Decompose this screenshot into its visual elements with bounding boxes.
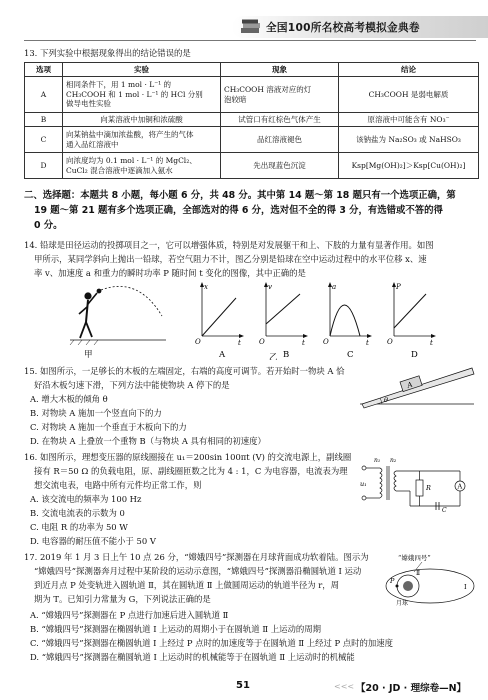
cell-line: 泡较暗 xyxy=(224,94,247,104)
orbit-2-label: Ⅱ xyxy=(416,570,421,577)
table-row xyxy=(25,153,479,179)
n1-label: n₁ xyxy=(374,457,381,464)
fig-jia-label: 甲 xyxy=(84,350,93,360)
conclusion-cell: 该钠盐为 Na₂SO₃ 或 NaHSO₃ xyxy=(339,127,479,153)
graph-a-label: A xyxy=(219,350,226,360)
block-label: A xyxy=(406,380,414,390)
graph-c-yaxis: a xyxy=(332,283,337,291)
q17-line: 17. 2019 年 1 月 3 日上午 10 点 26 分，“嫦娥四号”探测器在月球背面成功软着陆。图示为 xyxy=(24,552,369,562)
q15-option-c: C. 对物块 A 施加一个垂直于木板向下的力 xyxy=(30,422,187,432)
cell-line: 通入品红溶液中 xyxy=(66,139,119,149)
q14-figures xyxy=(66,280,466,360)
transformer-circuit xyxy=(360,456,478,512)
option-cell: D xyxy=(25,153,63,179)
table-header: 现象 xyxy=(221,63,339,77)
u1-label: u₁ xyxy=(360,480,367,488)
table-row xyxy=(25,113,479,127)
graph-b xyxy=(259,282,308,360)
paper-code: 【20 · JD · 理综卷—N】 xyxy=(356,683,467,694)
cell-line: CuCl₂ 混合溶液中逐滴加入氨水 xyxy=(66,165,173,175)
section-heading-line: 二、选择题：本题共 8 小题，每小题 6 分，共 48 分。其中第 14 题～第 18 题只有一个选项正确，第 xyxy=(24,190,456,201)
graph-c-label: C xyxy=(347,350,354,360)
graph-b-label: B xyxy=(283,350,290,360)
table-row xyxy=(25,77,479,113)
table-header: 选项 xyxy=(25,63,63,77)
header-title: 全国100所名校高考模拟金典卷 xyxy=(266,22,420,34)
section-heading-line: 0 分。 xyxy=(34,220,63,231)
q14-line: 甲所示，某同学斜向上抛出一铅球，若空气阻力不计，图乙分别是铅球在空中运动过程中的水平位移 x、速 xyxy=(34,254,427,264)
footer-arrows: <<< xyxy=(334,682,355,691)
orbit-1-label: Ⅰ xyxy=(464,583,467,591)
page-number: 51 xyxy=(236,680,250,691)
cell-line: 做导电性实验 xyxy=(66,99,111,109)
q16-line: 想交流电表，电路中所有元件均正常工作，则 xyxy=(34,480,202,490)
graph-d-label: D xyxy=(411,350,418,360)
orbit-figure xyxy=(380,552,476,608)
q14-line: 14. 铅球是田径运动的投掷项目之一，它可以增强体质，特别是对发展躯干和上、下肢的力量有显著作用。如图 xyxy=(24,240,434,250)
graph-a xyxy=(195,282,244,360)
q16-line: 接有 R＝50 Ω 的负载电阻，原、副线圈匝数之比为 4 : 1，C 为电容器，电流表为理 xyxy=(34,466,348,476)
q17-line: “嫦娥四号”探测器奔月过程中某阶段的运动示意图，“嫦娥四号”探测器沿椭圆轨道 Ⅰ 运动 xyxy=(34,566,362,576)
graph-c-origin: O xyxy=(323,338,329,346)
graph-d xyxy=(387,282,436,360)
moon-label: 月球 xyxy=(396,600,409,607)
table-header-row xyxy=(25,63,479,77)
graph-b-origin: O xyxy=(259,338,265,346)
incline-figure xyxy=(356,360,480,410)
graph-a-yaxis: x xyxy=(204,283,208,291)
option-cell: A xyxy=(25,77,63,113)
phenomenon-cell xyxy=(221,77,339,113)
experiment-cell: 向某溶液中加铜和浓硫酸 xyxy=(63,113,221,127)
q15-option-b: B. 对物块 A 施加一个竖直向下的力 xyxy=(30,408,162,418)
section-heading-line: 19 题～第 21 题有多个选项正确，全部选对的得 6 分，选对但不全的得 3 分，有选错或不答的得 xyxy=(34,205,443,216)
graph-c-taxis: t xyxy=(366,339,369,347)
q16-option-b: B. 交流电流表的示数为 0 xyxy=(30,508,125,518)
q17-line: 到近月点 P 处变轨进入圆轨道 Ⅱ，其在圆轨道 Ⅱ 上做圆周运动的轨道半径为 r，周 xyxy=(34,580,339,590)
graph-d-origin: O xyxy=(387,338,393,346)
conclusion-cell: 原溶液中可能含有 NO₃⁻ xyxy=(339,113,479,127)
cell-line: CH₃COOH 和 1 mol · L⁻¹ 的 HCl 分别 xyxy=(66,89,203,99)
fig-yi-label: 乙 xyxy=(269,353,278,360)
graph-b-taxis: t xyxy=(302,339,305,347)
conclusion-cell: Ksp[Mg(OH)₂]＞Ksp[Cu(OH)₂] xyxy=(339,153,479,179)
cell-line: CH₃COOH 溶液对应的灯 xyxy=(224,84,312,94)
q15-line: 15. 如图所示，一足够长的木板的左端固定，右端的高度可调节。若开始时一物块 A 恰 xyxy=(24,366,345,376)
experiment-cell xyxy=(63,127,221,153)
point-p-label: P xyxy=(390,577,395,585)
q15-line: 好沿木板匀速下滑，下列方法中能使物块 A 停下的是 xyxy=(34,380,230,390)
table-header: 实验 xyxy=(63,63,221,77)
graph-d-yaxis: P xyxy=(396,283,401,291)
table-row xyxy=(25,127,479,153)
books-icon xyxy=(240,19,262,35)
n2-label: n₂ xyxy=(390,457,397,464)
phenomenon-cell: 品红溶液褪色 xyxy=(221,127,339,153)
q15-option-a: A. 增大木板的倾角 θ xyxy=(30,394,108,404)
c-label: C xyxy=(442,507,447,512)
q17-option-c: C. “嫦娥四号”探测器在椭圆轨道 Ⅰ 上经过 P 点时的加速度等于在圆轨道 Ⅱ 上经过 P 点时的加速度 xyxy=(30,638,394,648)
q17-option-b: B. “嫦娥四号”探测器在椭圆轨道 Ⅰ 上运动的周期小于在圆轨道 Ⅱ 上运动的周期 xyxy=(30,624,321,634)
cell-line: 相同条件下，用 1 mol · L⁻¹ 的 xyxy=(66,79,172,89)
q16-line: 16. 如图所示，理想变压器的原线圈接在 u₁＝200sin 100πt (V) 的交流电源上，副线圈 xyxy=(24,452,352,462)
header-divider xyxy=(24,40,476,41)
q17-line: 期为 T。已知引力常量为 G，下列说法正确的是 xyxy=(34,594,211,604)
experiment-cell xyxy=(63,153,221,179)
graph-c xyxy=(323,282,372,360)
cell-line: 向浓度均为 0.1 mol · L⁻¹ 的 MgCl₂、 xyxy=(66,155,197,165)
q15-option-d: D. 在物块 A 上叠放一个重物 B（与物块 A 具有相同的初速度） xyxy=(30,436,266,446)
phenomenon-cell: 先出现蓝色沉淀 xyxy=(221,153,339,179)
option-cell: C xyxy=(25,127,63,153)
thrower-figure xyxy=(70,286,166,360)
q17-option-d: D. “嫦娥四号”探测器在椭圆轨道 Ⅰ 上运动时的机械能等于在圆轨道 Ⅱ 上运动时的机械能 xyxy=(30,652,355,662)
q17-option-a: A. “嫦娥四号”探测器在 P 点进行加速后进入圆轨道 Ⅱ xyxy=(30,610,229,620)
ammeter-label: A xyxy=(457,482,463,491)
graph-d-taxis: t xyxy=(430,339,433,347)
graph-a-taxis: t xyxy=(238,339,241,347)
cell-line: 向某钠盐中滴加浓盐酸，将产生的气体 xyxy=(66,129,194,139)
probe-title: “嫦娥四号” xyxy=(398,554,431,562)
option-cell: B xyxy=(25,113,63,127)
conclusion-cell: CH₃COOH 是弱电解质 xyxy=(339,77,479,113)
q16-option-c: C. 电阻 R 的功率为 50 W xyxy=(30,522,128,532)
experiment-cell xyxy=(63,77,221,113)
q13-stem: 13. 下列实验中根据现象得出的结论错误的是 xyxy=(24,48,191,58)
header xyxy=(232,16,488,38)
graph-a-origin: O xyxy=(195,338,201,346)
q14-line: 率 v、加速度 a 和重力的瞬时功率 P 随时间 t 变化的图像，其中正确的是 xyxy=(34,268,306,278)
table-header: 结论 xyxy=(339,63,479,77)
graph-b-yaxis: v xyxy=(268,283,272,291)
angle-label: θ xyxy=(384,396,388,404)
q16-option-d: D. 电容器的耐压值不能小于 50 V xyxy=(30,536,156,546)
q13-table xyxy=(24,62,479,179)
phenomenon-cell: 试管口有红棕色气体产生 xyxy=(221,113,339,127)
r-label: R xyxy=(426,484,431,492)
q16-option-a: A. 该交流电的频率为 100 Hz xyxy=(30,494,142,504)
